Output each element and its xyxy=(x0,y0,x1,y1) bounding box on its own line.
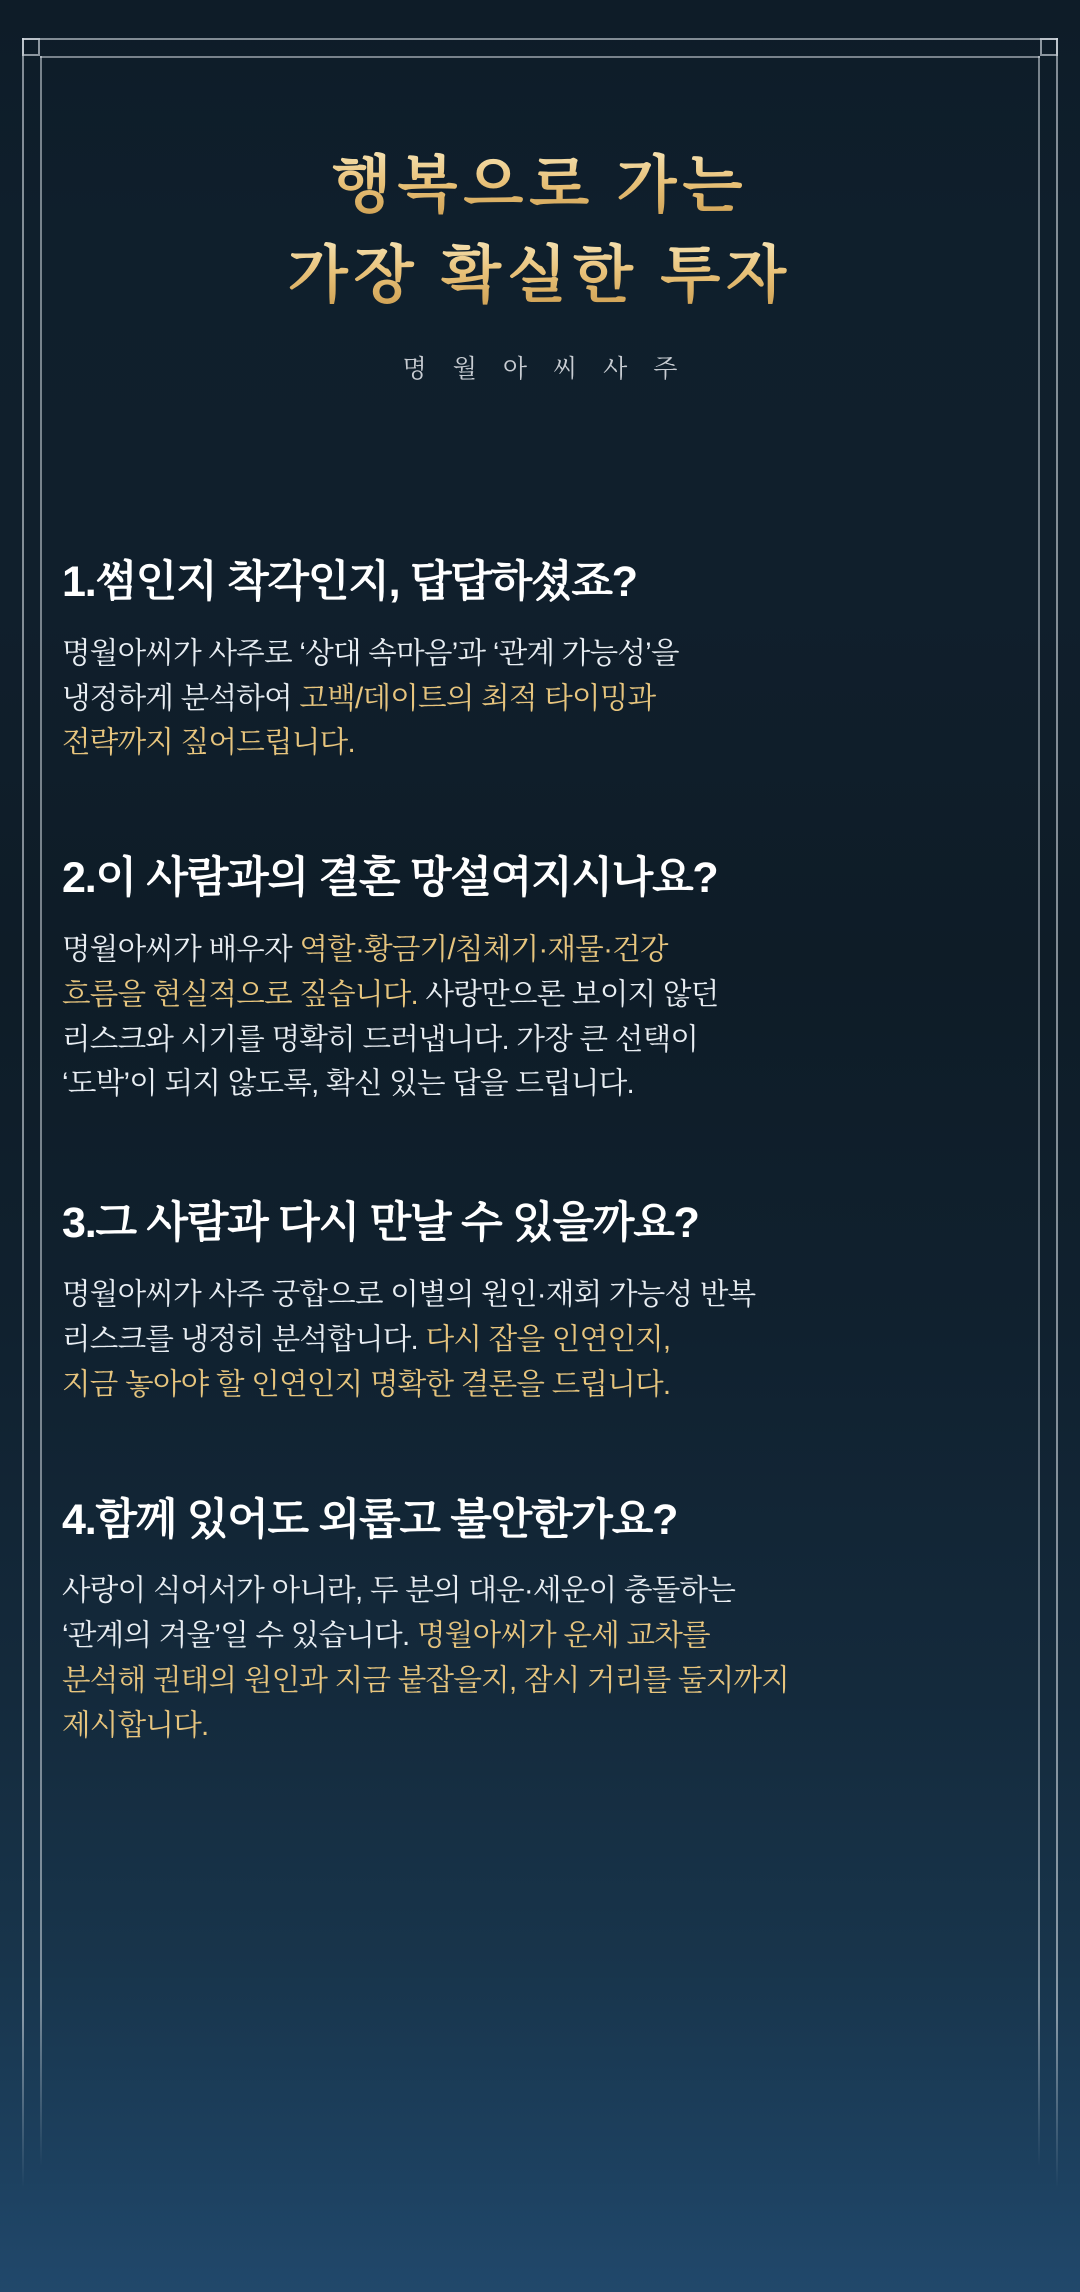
highlighted-text: 제시합니다. xyxy=(62,1708,209,1742)
highlighted-text: 지금 놓아야 할 인연인지 명확한 결론을 드립니다. xyxy=(62,1367,671,1401)
section-list xyxy=(0,556,1080,1749)
page-title-line-2: 가장 확실한 투자 xyxy=(288,238,792,316)
section-item xyxy=(62,1197,1018,1407)
brand-subtitle: 명월아씨사주 xyxy=(402,356,704,383)
section-body xyxy=(62,928,1018,1107)
section-item xyxy=(62,556,1018,766)
section-body xyxy=(62,1569,1018,1748)
body-text: 사랑만으론 보이지 않던 xyxy=(418,977,719,1011)
body-text: 사랑이 식어서가 아니라, 두 분의 대운·세운이 충돌하는 xyxy=(62,1574,736,1608)
section-title: 1.썸인지 착각인지, 답답하셨죠? xyxy=(62,558,637,606)
section-item xyxy=(62,852,1018,1107)
highlighted-text: 전략까지 짚어드립니다. xyxy=(62,726,355,760)
body-text: 명월아씨가 배우자 xyxy=(62,932,300,966)
page-title-line-1: 행복으로 가는 xyxy=(332,148,749,226)
body-text: 리스크와 시기를 명확히 드러냅니다. 가장 큰 선택이 xyxy=(62,1022,699,1056)
section-title: 2.이 사람과의 결혼 망설여지시나요? xyxy=(62,854,718,903)
highlighted-text: 흐름을 현실적으로 짚습니다. xyxy=(62,977,419,1011)
section-title: 4.함께 있어도 외롭고 불안한가요? xyxy=(62,1495,678,1544)
body-text: 명월아씨가 사주 궁합으로 이별의 원인·재회 가능성 반복 xyxy=(62,1278,756,1312)
highlighted-text: 고백/데이트의 최적 타이밍과 xyxy=(299,681,656,715)
poster-header xyxy=(0,0,1080,520)
highlighted-text: 다시 잡을 인연인지, xyxy=(425,1322,671,1356)
body-text: ‘관계의 겨울’일 수 있습니다. xyxy=(62,1619,417,1653)
section-body xyxy=(62,1273,1018,1407)
section-body xyxy=(62,632,1018,766)
highlighted-text: 역할·황금기/침체기·재물·건강 xyxy=(299,932,668,966)
body-text: ‘도박’이 되지 않도록, 확신 있는 답을 드립니다. xyxy=(62,1067,635,1101)
highlighted-text: 명월아씨가 운세 교차를 xyxy=(416,1619,710,1653)
highlighted-text: 분석해 권태의 원인과 지금 붙잡을지, 잠시 거리를 둘지까지 xyxy=(62,1663,790,1697)
body-text: 명월아씨가 사주로 ‘상대 속마음’과 ‘관계 가능성’을 xyxy=(62,636,679,670)
section-item xyxy=(62,1494,1018,1749)
section-title: 3.그 사람과 다시 만날 수 있을까요? xyxy=(62,1199,699,1248)
body-text: 냉정하게 분석하여 xyxy=(62,681,300,715)
body-text: 리스크를 냉정히 분석합니다. xyxy=(62,1322,426,1356)
